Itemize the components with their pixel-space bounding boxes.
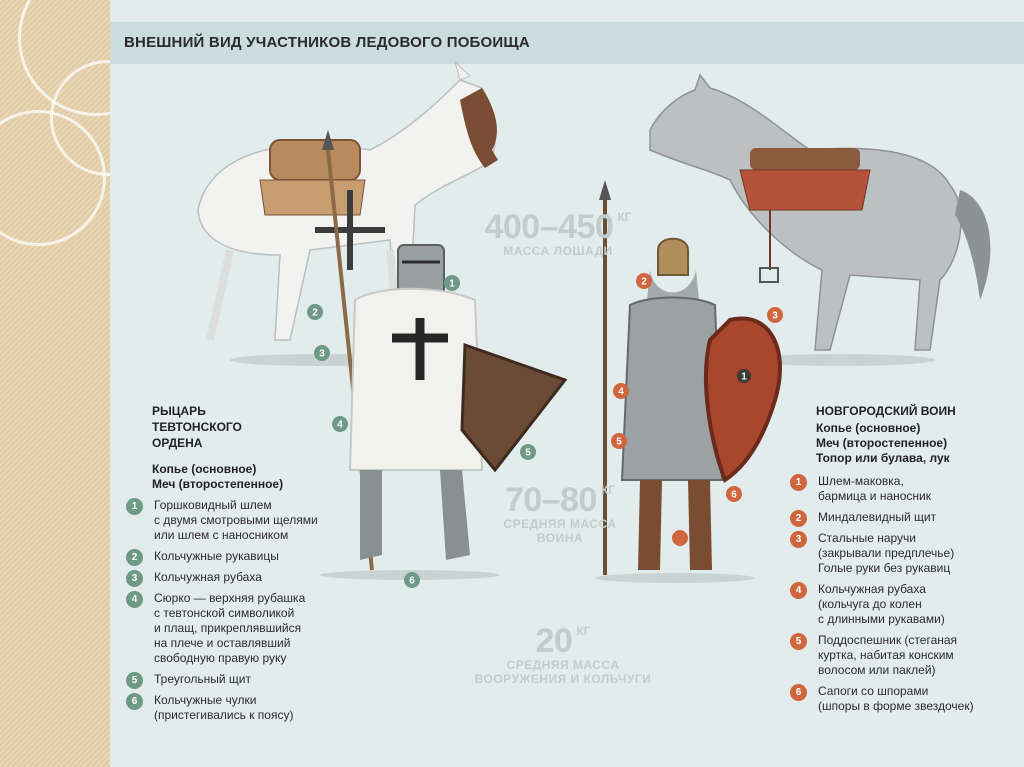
legend-number-badge: 3 <box>790 531 807 548</box>
stat-armor-value: 20 <box>535 622 573 660</box>
illustration-marker-number: 6 <box>731 489 737 501</box>
knight-weapon: Копье (основное) <box>152 462 257 476</box>
page-title: ВНЕШНИЙ ВИД УЧАСТНИКОВ ЛЕДОВОГО ПОБОИЩА <box>124 34 530 51</box>
legend-item-line: Стальные наручи <box>818 531 917 545</box>
legend-item <box>126 693 376 723</box>
novgorod-legend <box>790 474 1020 720</box>
legend-number-badge: 6 <box>126 693 143 710</box>
legend-item-line: куртка, набитая конским <box>818 648 954 662</box>
legend-number-badge: 2 <box>790 510 807 527</box>
legend-item <box>126 591 376 666</box>
knight-title-line: ОРДЕНА <box>152 436 203 450</box>
illustration-marker-number: 5 <box>525 447 531 459</box>
legend-item-line: Кольчужная рубаха <box>154 570 262 584</box>
knight-weapons <box>152 462 283 492</box>
legend-number-badge: 5 <box>126 672 143 689</box>
legend-item <box>790 633 1020 678</box>
legend-item-line: или шлем с наносником <box>154 528 289 542</box>
legend-item <box>790 684 1020 714</box>
stat-horse-caption: МАССА ЛОШАДИ <box>503 244 613 258</box>
stat-horse-unit: КГ <box>617 210 632 224</box>
legend-item-line: Горшковидный шлем <box>154 498 272 512</box>
legend-item <box>126 672 376 687</box>
novgorod-weapon: Меч (второстепенное) <box>816 436 948 450</box>
knight-title-line: ТЕВТОНСКОГО <box>152 420 242 434</box>
stat-warrior-caption-line: СРЕДНЯЯ МАССА <box>503 517 617 531</box>
illustration-marker-number: 4 <box>618 386 624 398</box>
legend-item-line: Сапоги со шпорами <box>818 684 929 698</box>
stat-warrior-value: 70–80 <box>504 481 597 519</box>
legend-number-badge: 5 <box>790 633 807 650</box>
legend-item <box>126 549 376 564</box>
infographic-poster <box>110 0 1024 767</box>
stat-armor-caption-line: ВООРУЖЕНИЯ И КОЛЬЧУГИ <box>474 672 652 686</box>
illustration-marker-number: 4 <box>337 419 343 431</box>
legend-item-line: Голые руки без рукавиц <box>818 561 951 575</box>
illustration-marker-number: 3 <box>772 310 778 322</box>
decorative-side-strip <box>0 0 110 767</box>
legend-item-line: Кольчужные рукавицы <box>154 549 279 563</box>
knight-legend <box>126 498 376 729</box>
legend-item-line: (пристегивались к поясу) <box>154 708 294 722</box>
legend-item <box>790 474 1020 504</box>
legend-item-line: (шпоры в форме звездочек) <box>818 699 974 713</box>
legend-item-line: Кольчужные чулки <box>154 693 257 707</box>
legend-item-line: на плече и оставлявший <box>154 636 291 650</box>
stat-armor-mass <box>448 624 678 686</box>
illustration-marker-number: 2 <box>312 307 318 319</box>
illustration-marker-number: 5 <box>616 436 622 448</box>
legend-item-line: Кольчужная рубаха <box>818 582 926 596</box>
stat-warrior-mass <box>470 483 650 545</box>
legend-item-line: Шлем-маковка, <box>818 474 904 488</box>
illustration-marker-number: 1 <box>449 278 455 290</box>
stat-horse-value: 400–450 <box>484 208 614 246</box>
legend-number-badge: 4 <box>126 591 143 608</box>
legend-item-line: Сюрко — верхняя рубашка <box>154 591 306 605</box>
legend-item <box>790 531 1020 576</box>
legend-item-line: (кольчуга до колен <box>818 597 922 611</box>
legend-item-line: и плащ, прикреплявшийся <box>154 621 302 635</box>
legend-item-line: с длинными рукавами) <box>818 612 945 626</box>
novgorod-title: НОВГОРОДСКИЙ ВОИН <box>816 404 956 418</box>
legend-item-line: бармица и наносник <box>818 489 931 503</box>
legend-item-line: с тевтонской символикой <box>154 606 295 620</box>
stat-warrior-unit: КГ <box>600 483 616 497</box>
legend-number-badge: 3 <box>126 570 143 587</box>
legend-item-line: свободную правую руку <box>154 651 287 665</box>
novgorod-weapon: Топор или булава, лук <box>816 451 950 465</box>
legend-number-badge: 6 <box>790 684 807 701</box>
knight-title <box>152 403 242 451</box>
legend-number-badge: 1 <box>126 498 143 515</box>
knight-title-line: РЫЦАРЬ <box>152 404 206 418</box>
stat-warrior-caption-line: ВОИНА <box>536 531 584 545</box>
legend-number-badge: 2 <box>126 549 143 566</box>
illustration-marker-number: 1 <box>741 371 747 383</box>
knight-weapon: Меч (второстепенное) <box>152 477 284 491</box>
legend-item-line: (закрывали предплечье) <box>818 546 955 560</box>
legend-item <box>790 582 1020 627</box>
legend-item <box>790 510 1020 525</box>
illustration-marker-number: 2 <box>641 276 647 288</box>
novgorod-weapon: Копье (основное) <box>816 421 921 435</box>
legend-number-badge: 1 <box>790 474 807 491</box>
novgorod-weapons <box>816 421 950 466</box>
legend-item <box>126 570 376 585</box>
stat-armor-unit: КГ <box>576 624 591 638</box>
legend-item-line: волосом или паклей) <box>818 663 936 677</box>
stat-armor-caption-line: СРЕДНЯЯ МАССА <box>506 658 620 672</box>
legend-item-line: Поддоспешник (стеганая <box>818 633 958 647</box>
legend-number-badge: 4 <box>790 582 807 599</box>
legend-item <box>126 498 376 543</box>
illustration-marker-number: 6 <box>409 575 415 587</box>
legend-item-line: с двумя смотровыми щелями <box>154 513 318 527</box>
illustration-marker-number: 3 <box>319 348 325 360</box>
legend-item-line: Миндалевидный щит <box>818 510 937 524</box>
stat-horse-mass <box>458 210 658 258</box>
legend-item-line: Треугольный щит <box>154 672 252 686</box>
